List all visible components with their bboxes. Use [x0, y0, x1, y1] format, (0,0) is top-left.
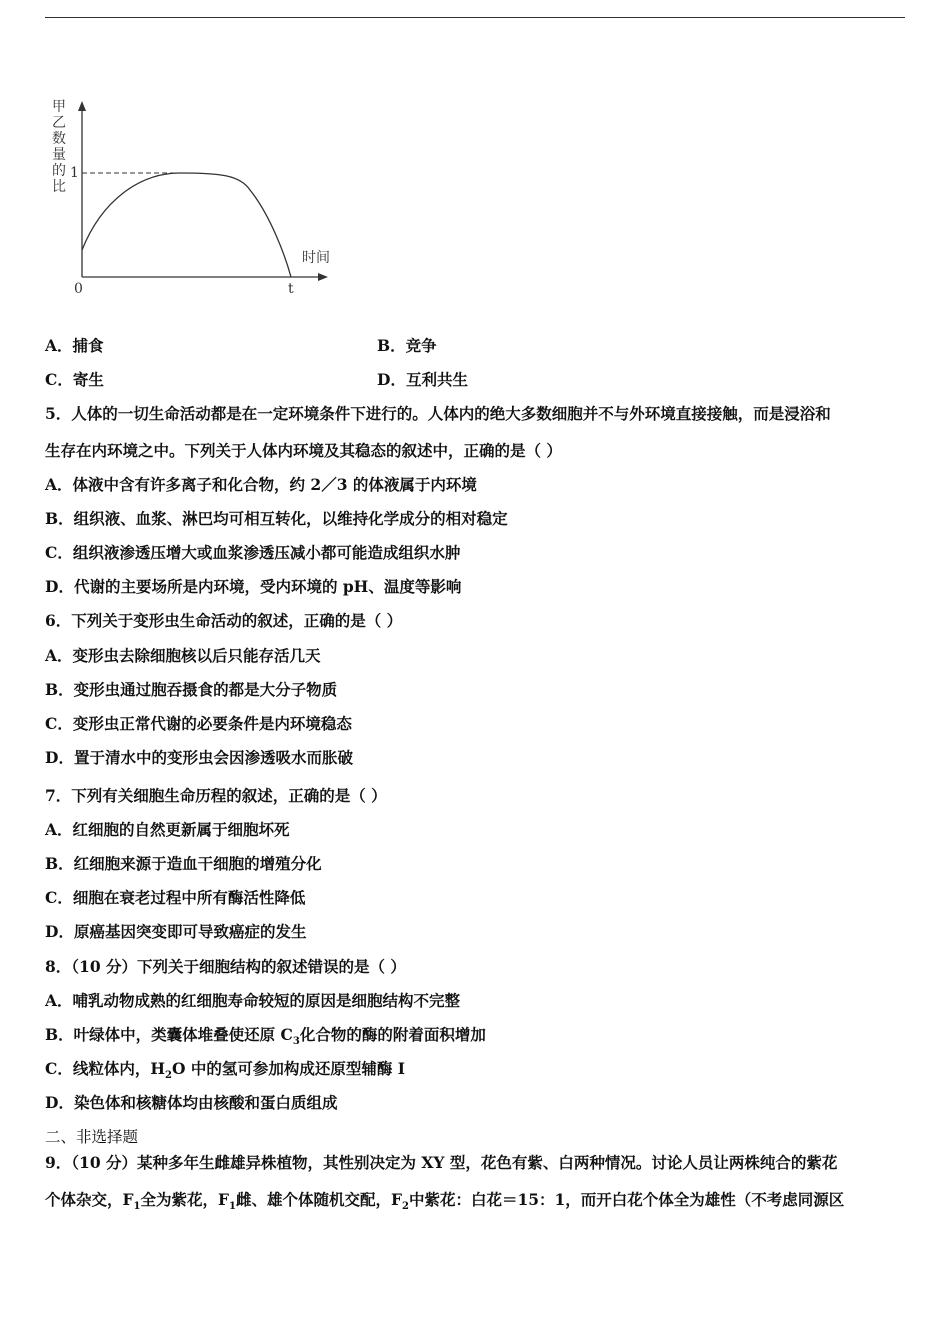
- q4-option-d: D．互利共生: [377, 370, 468, 389]
- x-axis-label: 时间: [302, 250, 330, 266]
- q4-option-b: B．竞争: [377, 336, 437, 355]
- x-tick-label: t: [288, 281, 294, 297]
- x-axis-arrow: [318, 273, 328, 281]
- ratio-time-graph: [40, 95, 350, 305]
- q6-option-c: C．变形虫正常代谢的必要条件是内环境稳态: [45, 714, 352, 733]
- q6-option-a: A．变形虫去除细胞核以后只能存活几天: [45, 646, 321, 665]
- q8-option-d: D．染色体和核糖体均由核酸和蛋白质组成: [45, 1093, 338, 1112]
- ratio-curve: [82, 173, 291, 277]
- q5-stem-line2: 生存在内环境之中。下列关于人体内环境及其稳态的叙述中，正确的是（ ）: [45, 441, 562, 460]
- section-title: 二、非选择题: [45, 1128, 139, 1146]
- q9-subscript-3: 2: [401, 1201, 409, 1213]
- q9-line2-part-b: 全为紫花，F: [140, 1190, 229, 1209]
- q9-line2-part-a: 个体杂交，F: [45, 1190, 134, 1209]
- q7-option-a: A．红细胞的自然更新属于细胞坏死: [45, 820, 290, 839]
- q8-option-b-subscript: 3: [292, 1036, 300, 1048]
- q9-subscript-2: 1: [229, 1201, 236, 1213]
- q9-subscript-1: 1: [133, 1201, 141, 1213]
- q8-option-b-pre: B．叶绿体中，类囊体堆叠使还原 C: [45, 1025, 293, 1044]
- q6-stem: 6．下列关于变形虫生命活动的叙述，正确的是（ ）: [45, 611, 403, 630]
- q8-option-c: [45, 1059, 405, 1086]
- header-rule: [45, 17, 905, 18]
- q8-option-b-post: 化合物的酶的附着面积增加: [299, 1025, 486, 1044]
- q5-stem-line1: 5．人体的一切生命活动都是在一定环境条件下进行的。人体内的绝大多数细胞并不与外环境直接接触，而是浸浴和: [45, 404, 831, 423]
- y-tick-label: 1: [70, 165, 79, 181]
- q4-option-a: A．捕食: [45, 336, 104, 355]
- graph-svg: [40, 95, 350, 305]
- q7-option-d: D．原癌基因突变即可导致癌症的发生: [45, 922, 307, 941]
- q8-stem: 8．（10 分）下列关于细胞结构的叙述错误的是（ ）: [45, 957, 406, 976]
- q8-option-a: A．哺乳动物成熟的红细胞寿命较短的原因是细胞结构不完整: [45, 991, 461, 1010]
- q8-option-c-post: O 中的氢可参加构成还原型辅酶 I: [171, 1059, 405, 1078]
- q9-line2: [45, 1190, 844, 1217]
- q9-line1: 9．（10 分）某种多年生雌雄异株植物，其性别决定为 XY 型，花色有紫、白两种情况。讨论人员让两株纯合的紫花: [45, 1153, 838, 1172]
- q9-line2-part-d: 中紫花：白花＝15：1，而开白花个体全为雄性（不考虑同源区: [408, 1190, 845, 1209]
- q8-option-b: [45, 1025, 486, 1052]
- q7-stem: 7．下列有关细胞生命历程的叙述，正确的是（ ）: [45, 786, 387, 805]
- q9-line2-part-c: 雌、雄个体随机交配，F: [235, 1190, 402, 1209]
- origin-label: 0: [74, 281, 83, 297]
- q5-option-d: D．代谢的主要场所是内环境，受内环境的 pH、温度等影响: [45, 577, 462, 596]
- y-axis-arrow: [78, 101, 86, 111]
- q6-option-b: B．变形虫通过胞吞摄食的都是大分子物质: [45, 680, 338, 699]
- q5-option-a: A．体液中含有许多离子和化合物，约 2／3 的体液属于内环境: [45, 475, 477, 494]
- q7-option-b: B．红细胞来源于造血干细胞的增殖分化: [45, 854, 322, 873]
- q7-option-c: C．细胞在衰老过程中所有酶活性降低: [45, 888, 306, 907]
- q5-option-b: B．组织液、血浆、淋巴均可相互转化，以维持化学成分的相对稳定: [45, 509, 508, 528]
- q4-option-c: C．寄生: [45, 370, 104, 389]
- q5-option-c: C．组织液渗透压增大或血浆渗透压减小都可能造成组织水肿: [45, 543, 461, 562]
- q6-option-d: D．置于清水中的变形虫会因渗透吸水而胀破: [45, 748, 353, 767]
- q8-option-c-pre: C．线粒体内，H: [45, 1059, 165, 1078]
- q8-option-c-subscript: 2: [164, 1070, 172, 1082]
- y-axis-label: 甲乙数量的比: [52, 99, 66, 195]
